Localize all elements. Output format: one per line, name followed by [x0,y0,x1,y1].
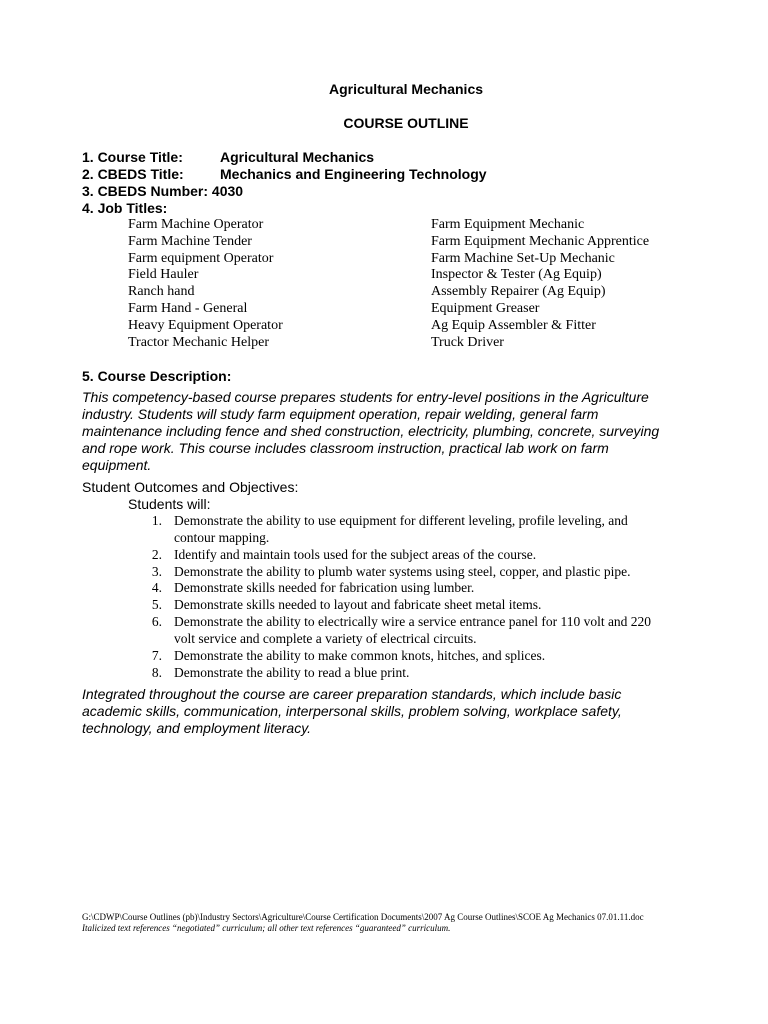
description-line: industry. Students will study farm equipment operation, repair welding, general farm [82,406,599,422]
job-title: Farm Machine Tender [128,234,252,249]
objective-text: Demonstrate skills needed for fabrication using lumber. [174,580,475,595]
objective-text: Demonstrate the ability to electrically wire a service entrance panel for 110 volt and 220 [174,614,652,629]
cbeds-title-label: 2. CBEDS Title: [82,166,184,182]
job-title: Farm Hand - General [128,301,248,316]
objective-text: volt service and complete a variety of electrical circuits. [174,631,477,646]
job-title: Farm Machine Operator [128,217,264,232]
job-title: Inspector & Tester (Ag Equip) [431,267,602,282]
objective-item [0,665,768,682]
objective-text: Demonstrate the ability to read a blue print. [174,665,410,680]
job-title: Heavy Equipment Operator [128,318,283,333]
description-heading: 5. Course Description: [82,368,232,384]
objective-item [0,648,768,665]
description-line: maintenance including fence and shed construction, electricity, plumbing, concrete, surveying [82,423,660,439]
job-title: Ag Equip Assembler & Fitter [431,318,596,333]
objective-number: 7. [151,648,162,663]
integrated-line: academic skills, communication, interpersonal skills, problem solving, workplace safety, [82,703,622,719]
objective-text: Demonstrate skills needed to layout and fabricate sheet metal items. [174,597,542,612]
description-line: This competency-based course prepares students for entry-level positions in the Agriculture [82,389,649,405]
objective-number: 6. [151,614,162,629]
job-title: Assembly Repairer (Ag Equip) [431,284,606,299]
objective-number: 5. [151,597,162,612]
footer-note: Italicized text references “negotiated” curriculum; all other text references “guaranteed” curriculum. [82,923,451,933]
cbeds-number: 3. CBEDS Number: 4030 [82,183,244,199]
job-title: Farm Machine Set-Up Mechanic [431,251,615,266]
objective-text: contour mapping. [174,530,270,545]
objective-number: 2. [151,547,162,562]
job-title: Tractor Mechanic Helper [128,335,269,350]
objective-number: 1. [151,513,162,528]
objective-text: Demonstrate the ability to make common knots, hitches, and splices. [174,648,546,663]
job-titles-label: 4. Job Titles: [82,200,168,216]
footer-file-path: G:\CDWP\Course Outlines (pb)\Industry Sectors\Agriculture\Course Certification Documents\2007 Ag Course Outlines\SCOE Ag Mechanics 07.01.11.doc [82,912,644,922]
integrated-line: technology, and employment literacy. [82,720,312,736]
objective-item [0,547,768,564]
cbeds-title-value: Mechanics and Engineering Technology [220,166,487,182]
description-line: and rope work. This course includes classroom instruction, practical lab work on farm [82,440,609,456]
objective-text: Identify and maintain tools used for the subject areas of the course. [174,547,537,562]
outline-heading: COURSE OUTLINE [343,115,469,131]
objective-item [0,580,768,597]
course-title-value: Agricultural Mechanics [220,149,375,165]
objective-continuation [0,631,768,648]
objective-number: 8. [151,665,162,680]
job-title: Truck Driver [431,335,504,350]
course-title-label: 1. Course Title: [82,149,183,165]
job-title: Field Hauler [128,267,199,282]
objective-number: 4. [151,580,162,595]
objective-item [0,513,768,530]
integrated-paragraph [82,686,732,737]
job-title: Farm equipment Operator [128,251,274,266]
objective-item [0,614,768,631]
job-title: Farm Equipment Mechanic Apprentice [431,234,650,249]
integrated-line: Integrated throughout the course are career preparation standards, which include basic [82,686,622,702]
objective-continuation [0,530,768,547]
course-description [82,389,732,474]
objective-text: Demonstrate the ability to use equipment for different leveling, profile leveling, and [174,513,628,528]
document-title: Agricultural Mechanics [328,81,484,97]
objective-item [0,564,768,581]
job-title: Ranch hand [128,284,195,299]
job-title: Farm Equipment Mechanic [431,217,585,232]
outcomes-heading: Student Outcomes and Objectives: [82,479,299,495]
objective-item [0,597,768,614]
description-line: equipment. [82,457,152,473]
objective-text: Demonstrate the ability to plumb water systems using steel, copper, and plastic pipe. [174,564,631,579]
objective-number: 3. [151,564,162,579]
job-title: Equipment Greaser [431,301,540,316]
students-will-label: Students will: [128,496,211,512]
